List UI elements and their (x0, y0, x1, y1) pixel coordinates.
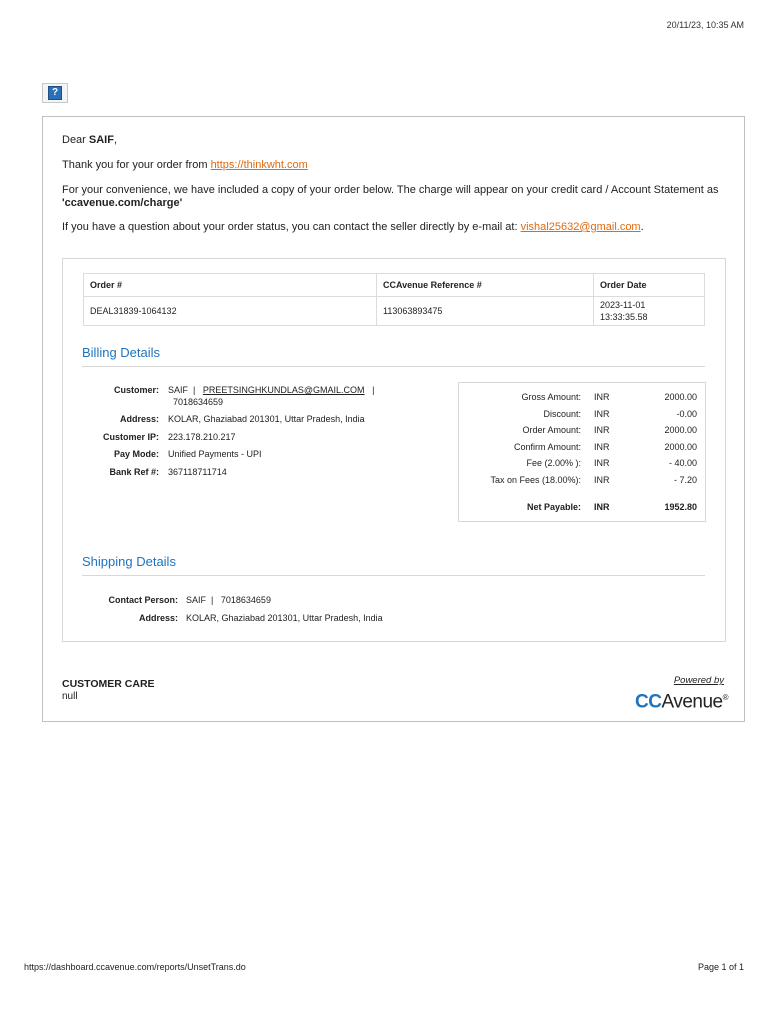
powered-by-text: Powered by (673, 675, 724, 686)
address-label: Address: (119, 414, 159, 424)
customer-label: Customer: (113, 385, 159, 395)
order-table (83, 273, 705, 326)
bank-ref: 367118711714 (168, 467, 227, 477)
order-details-panel (62, 258, 726, 642)
column-header: Order Date (594, 274, 705, 297)
customer-name: SAIF (88, 134, 114, 146)
greeting: Dear SAIF, (62, 134, 118, 146)
payment-summary (458, 382, 706, 522)
summary-row: Discount: INR -0.00 (543, 409, 697, 419)
shipping-address-label: Address: (138, 613, 178, 623)
question-line: If you have a question about your order status, you can contact the seller directly by e-mail at: vishal25632@gmail.com. (62, 221, 644, 233)
ccavenue-logo (623, 675, 728, 711)
customer-phone: 7018634659 (173, 397, 224, 407)
summary-row: Gross Amount: INR 2000.00 (521, 392, 697, 402)
bank-ref-label: Bank Ref #: (109, 467, 159, 477)
summary-row: Fee (2.00% ): INR - 40.00 (526, 458, 697, 468)
billing-details-title: Billing Details (82, 345, 161, 360)
customer-value: SAIF | PREETSINGHKUNDLAS@GMAIL.COM | (168, 385, 375, 395)
footer-url: https://dashboard.ccavenue.com/reports/UnsetTrans.do (24, 962, 246, 972)
convenience-note: For your convenience, we have included a copy of your order below. The charge will appear on your credit card / Account Statement as 'ccavenue.com/charge' (62, 184, 719, 209)
page-number: Page 1 of 1 (697, 962, 744, 972)
ccavenue-wordmark: CCAvenue® (635, 691, 728, 713)
table-row (84, 297, 705, 326)
customer-ip: 223.178.210.217 (168, 432, 236, 442)
summary-row: Tax on Fees (18.00%): INR - 7.20 (490, 475, 697, 485)
help-icon: ? (48, 86, 62, 100)
billing-info (63, 385, 453, 485)
order-number: DEAL31839-1064132 (84, 297, 377, 326)
customer-care-title: CUSTOMER CARE (62, 678, 155, 690)
order-email-container (42, 116, 745, 722)
customer-email-link[interactable]: PREETSINGHKUNDLAS@GMAIL.COM (202, 385, 365, 395)
net-payable-row: Net Payable: INR 1952.80 (526, 502, 697, 512)
divider (82, 575, 705, 576)
shipping-address: KOLAR, Ghaziabad 201301, Uttar Pradesh, India (186, 613, 383, 623)
customer-care-value: null (62, 691, 78, 702)
shipping-info (63, 595, 483, 635)
pay-mode: Unified Payments - UPI (168, 449, 262, 459)
contact-person-label: Contact Person: (108, 595, 178, 605)
help-button[interactable] (42, 83, 68, 103)
summary-row: Confirm Amount: INR 2000.00 (513, 442, 697, 452)
column-header: Order # (84, 274, 377, 297)
charge-descriptor: 'ccavenue.com/charge' (62, 197, 183, 209)
seller-email-link[interactable]: vishal25632@gmail.com (520, 221, 641, 233)
customer-ip-label: Customer IP: (102, 432, 159, 442)
summary-row: Order Amount: INR 2000.00 (522, 425, 697, 435)
print-timestamp: 20/11/23, 10:35 AM (666, 20, 744, 30)
thank-you-line: Thank you for your order from https://thinkwht.com (62, 159, 308, 171)
order-date: 2023-11-01 13:33:35.58 (594, 297, 705, 326)
shipping-details-title: Shipping Details (82, 554, 176, 569)
column-header: CCAvenue Reference # (377, 274, 594, 297)
table-header-row (84, 274, 705, 297)
contact-person-value: SAIF | 7018634659 (186, 595, 271, 605)
reference-number: 113063893475 (377, 297, 594, 326)
merchant-link[interactable]: https://thinkwht.com (210, 159, 308, 171)
pay-mode-label: Pay Mode: (113, 449, 159, 459)
divider (82, 366, 705, 367)
billing-address: KOLAR, Ghaziabad 201301, Uttar Pradesh, India (168, 414, 365, 424)
